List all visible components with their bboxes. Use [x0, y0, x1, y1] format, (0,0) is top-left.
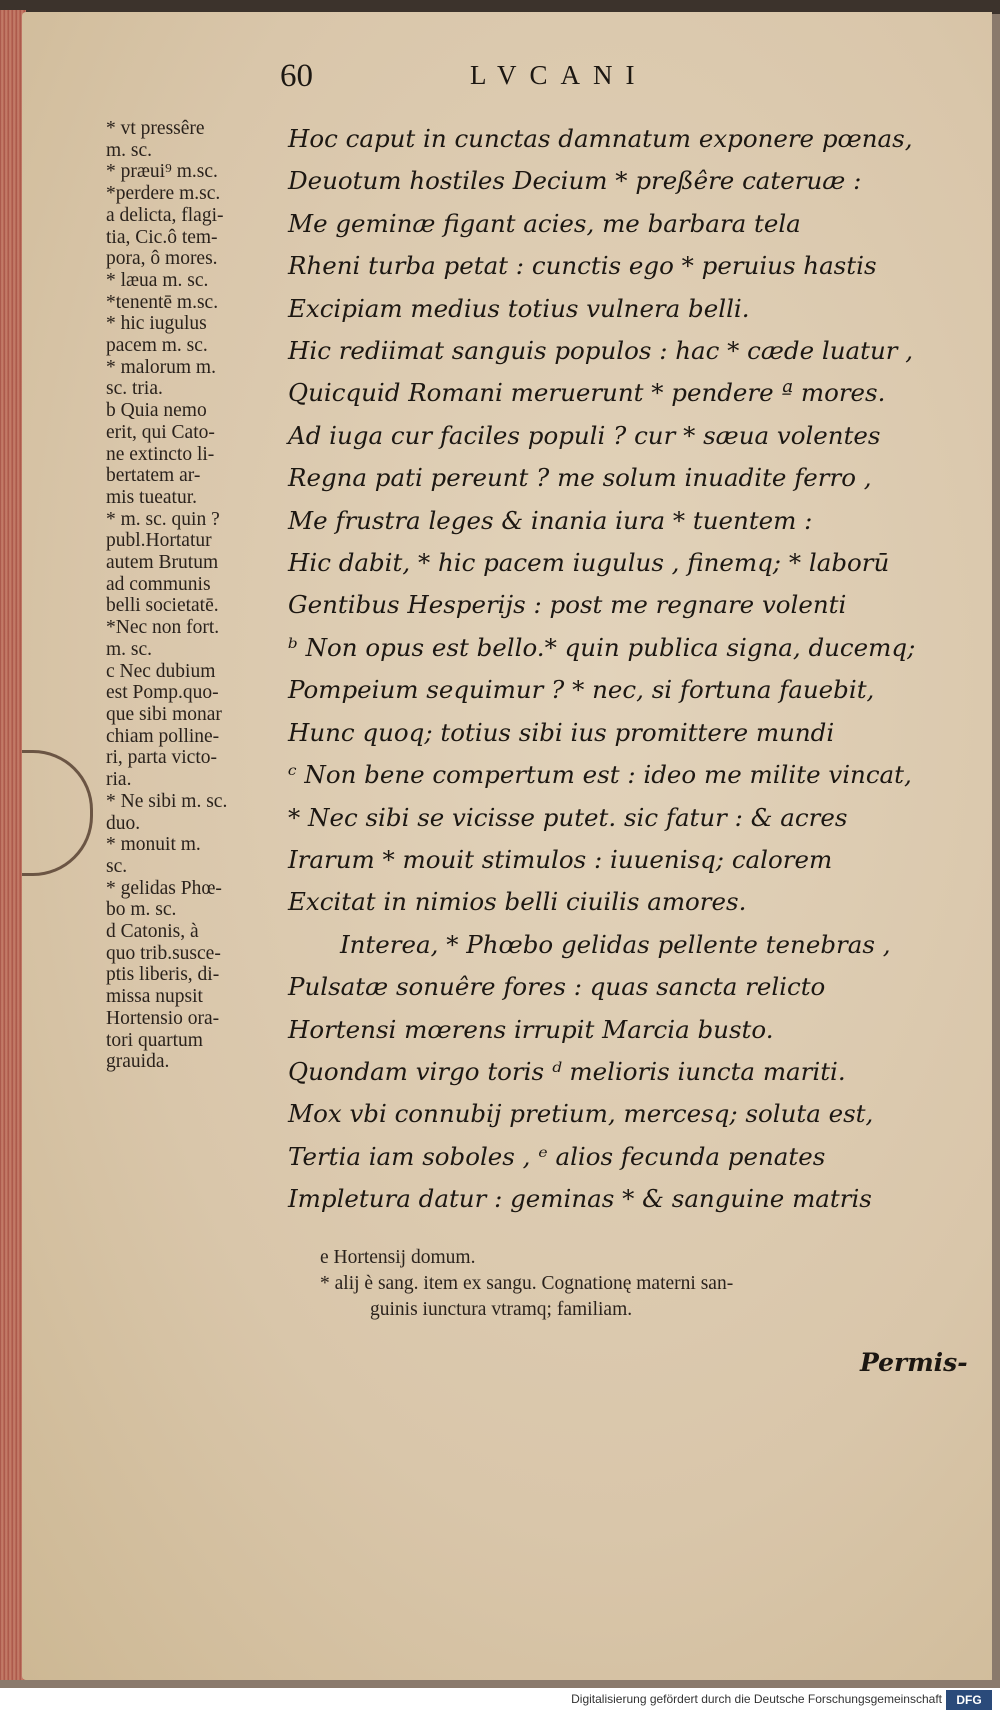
margin-note-line: publ.Hortatur: [106, 530, 212, 552]
margin-note-line: sc.: [106, 855, 128, 877]
margin-note-line: belli societatē.: [106, 595, 219, 617]
footnote-line: * alij è sang. item ex sangu. Cognationę materni san-: [320, 1273, 734, 1294]
margin-note-line: pora, ô mores.: [106, 248, 218, 270]
margin-note-line: Hortensio ora-: [106, 1007, 220, 1029]
verse-line: Ad iuga cur faciles populi ? cur * sæua volentes: [288, 420, 881, 450]
verse-line: ᶜ Non bene compertum est : ideo me milite vincat,: [288, 760, 912, 790]
margin-note-line: * m. sc. quin ?: [106, 508, 220, 530]
verse-line: Regna pati pereunt ? me solum inuadite ferro ,: [288, 463, 872, 493]
margin-note-line: est Pomp.quo-: [106, 682, 219, 704]
margin-note-line: m. sc.: [106, 638, 153, 660]
running-title: LVCANI: [470, 60, 648, 90]
verse-line: Hic dabit, * hic pacem iugulus , finemq; * laborū: [288, 548, 890, 578]
verse-line: Hic rediimat sanguis populos : hac * cæde luatur ,: [288, 336, 914, 366]
verse-line: Quondam virgo toris ᵈ melioris iuncta mariti.: [288, 1056, 846, 1086]
margin-note-line: erit, qui Cato-: [106, 421, 215, 443]
digitization-credit-bar: [0, 1688, 1000, 1713]
margin-note-line: * monuit m.: [106, 834, 201, 856]
margin-note-line: mis tueatur.: [106, 486, 197, 508]
margin-note-line: * præui⁹ m.sc.: [106, 161, 218, 183]
margin-note-line: a delicta, flagi-: [106, 204, 224, 226]
margin-note-line: tori quartum: [106, 1029, 203, 1051]
margin-note-line: pacem m. sc.: [106, 335, 208, 357]
margin-note-line: que sibi monar: [106, 703, 222, 725]
verse-line: Me geminæ figant acies, me barbara tela: [288, 208, 801, 238]
margin-note-line: *tenentē m.sc.: [106, 291, 219, 313]
margin-note-line: tia, Cic.ô tem-: [106, 226, 218, 248]
margin-note-line: ad communis: [106, 573, 211, 595]
verse-line: Mox vbi connubij pretium, mercesq; soluta est,: [288, 1099, 874, 1129]
dfg-logo: DFG: [946, 1690, 992, 1710]
margin-note-line: duo.: [106, 812, 141, 834]
verse-line: Excipiam medius totius vulnera belli.: [288, 293, 750, 323]
margin-note-line: * malorum m.: [106, 356, 216, 378]
margin-notes: [106, 118, 286, 1073]
digitization-credit: Digitalisierung gefördert durch die Deutsche Forschungsgemeinschaft: [571, 1692, 942, 1706]
margin-note-line: * hic iugulus: [106, 313, 207, 335]
verse-line: Pompeium sequimur ? * nec, si fortuna fauebit,: [288, 675, 875, 705]
verse-line: Deuotum hostiles Decium * preßêre cateruæ :: [288, 166, 862, 196]
footnote-line: e Hortensij domum.: [320, 1247, 476, 1268]
margin-note-line: sc. tria.: [106, 378, 163, 400]
verse-line: Interea, * Phœbo gelidas pellente tenebras ,: [340, 929, 891, 959]
verse-line: Impletura datur : geminas * & sanguine matris: [288, 1184, 872, 1214]
footnote-line: guinis iunctura vtramq; familiam.: [370, 1299, 633, 1320]
footnotes: [320, 1245, 960, 1323]
verse-line: ᵇ Non opus est bello.* quin publica signa, ducemq;: [288, 632, 916, 662]
margin-note-line: *perdere m.sc.: [106, 183, 221, 205]
margin-note-line: bo m. sc.: [106, 899, 177, 921]
margin-note-line: ptis liberis, di-: [106, 964, 220, 986]
catchword: Permis-: [860, 1348, 968, 1377]
verse-line: Quicquid Romani meruerunt * pendere ª mores.: [288, 378, 886, 408]
margin-note-line: * gelidas Phœ-: [106, 877, 222, 899]
verse-line: Rheni turba petat : cunctis ego * peruius hastis: [288, 251, 877, 281]
margin-note-line: ne extincto li-: [106, 443, 215, 465]
margin-note-line: grauida.: [106, 1051, 170, 1073]
margin-note-line: ri, parta victo-: [106, 747, 217, 769]
margin-note-line: b Quia nemo: [106, 400, 207, 422]
verse-line: Me frustra leges & inania iura * tuentem :: [288, 505, 813, 535]
margin-note-line: d Catonis, à: [106, 921, 199, 943]
margin-note-line: ria.: [106, 769, 132, 791]
page-number: 60: [280, 58, 313, 94]
verse-line: Pulsatæ sonuêre fores : quas sancta relicto: [288, 972, 826, 1002]
margin-note-line: * læua m. sc.: [106, 269, 209, 291]
margin-note-line: bertatem ar-: [106, 465, 201, 487]
verse-line: Excitat in nimios belli ciuilis amores.: [288, 887, 747, 917]
verse-line: Hortensi mœrens irrupit Marcia busto.: [288, 1014, 774, 1044]
margin-note-line: * Ne sibi m. sc.: [106, 790, 228, 812]
margin-note-line: missa nupsit: [106, 986, 203, 1008]
verse-text: [288, 118, 968, 1221]
margin-note-line: * vt pressêre: [106, 118, 205, 139]
verse-line: Hunc quoq; totius sibi ius promittere mundi: [288, 717, 835, 747]
verse-line: Gentibus Hesperijs : post me regnare volenti: [288, 590, 847, 620]
verse-line: * Nec sibi se vicisse putet. sic fatur : & acres: [288, 802, 848, 832]
margin-note-line: *Nec non fort.: [106, 617, 220, 639]
margin-note-line: c Nec dubium: [106, 660, 216, 682]
margin-note-line: autem Brutum: [106, 552, 219, 574]
verse-line: Tertia iam soboles , ᵉ alios fecunda penates: [288, 1141, 826, 1171]
verse-line: Irarum * mouit stimulos : iuuenisq; calorem: [288, 844, 833, 874]
margin-note-line: quo trib.susce-: [106, 942, 221, 964]
page-header: [280, 58, 940, 98]
margin-note-line: chiam polline-: [106, 725, 220, 747]
verse-line: Hoc caput in cunctas damnatum exponere pœnas,: [288, 124, 913, 153]
book-clasp-strap: [22, 750, 93, 876]
margin-note-line: m. sc.: [106, 139, 153, 161]
